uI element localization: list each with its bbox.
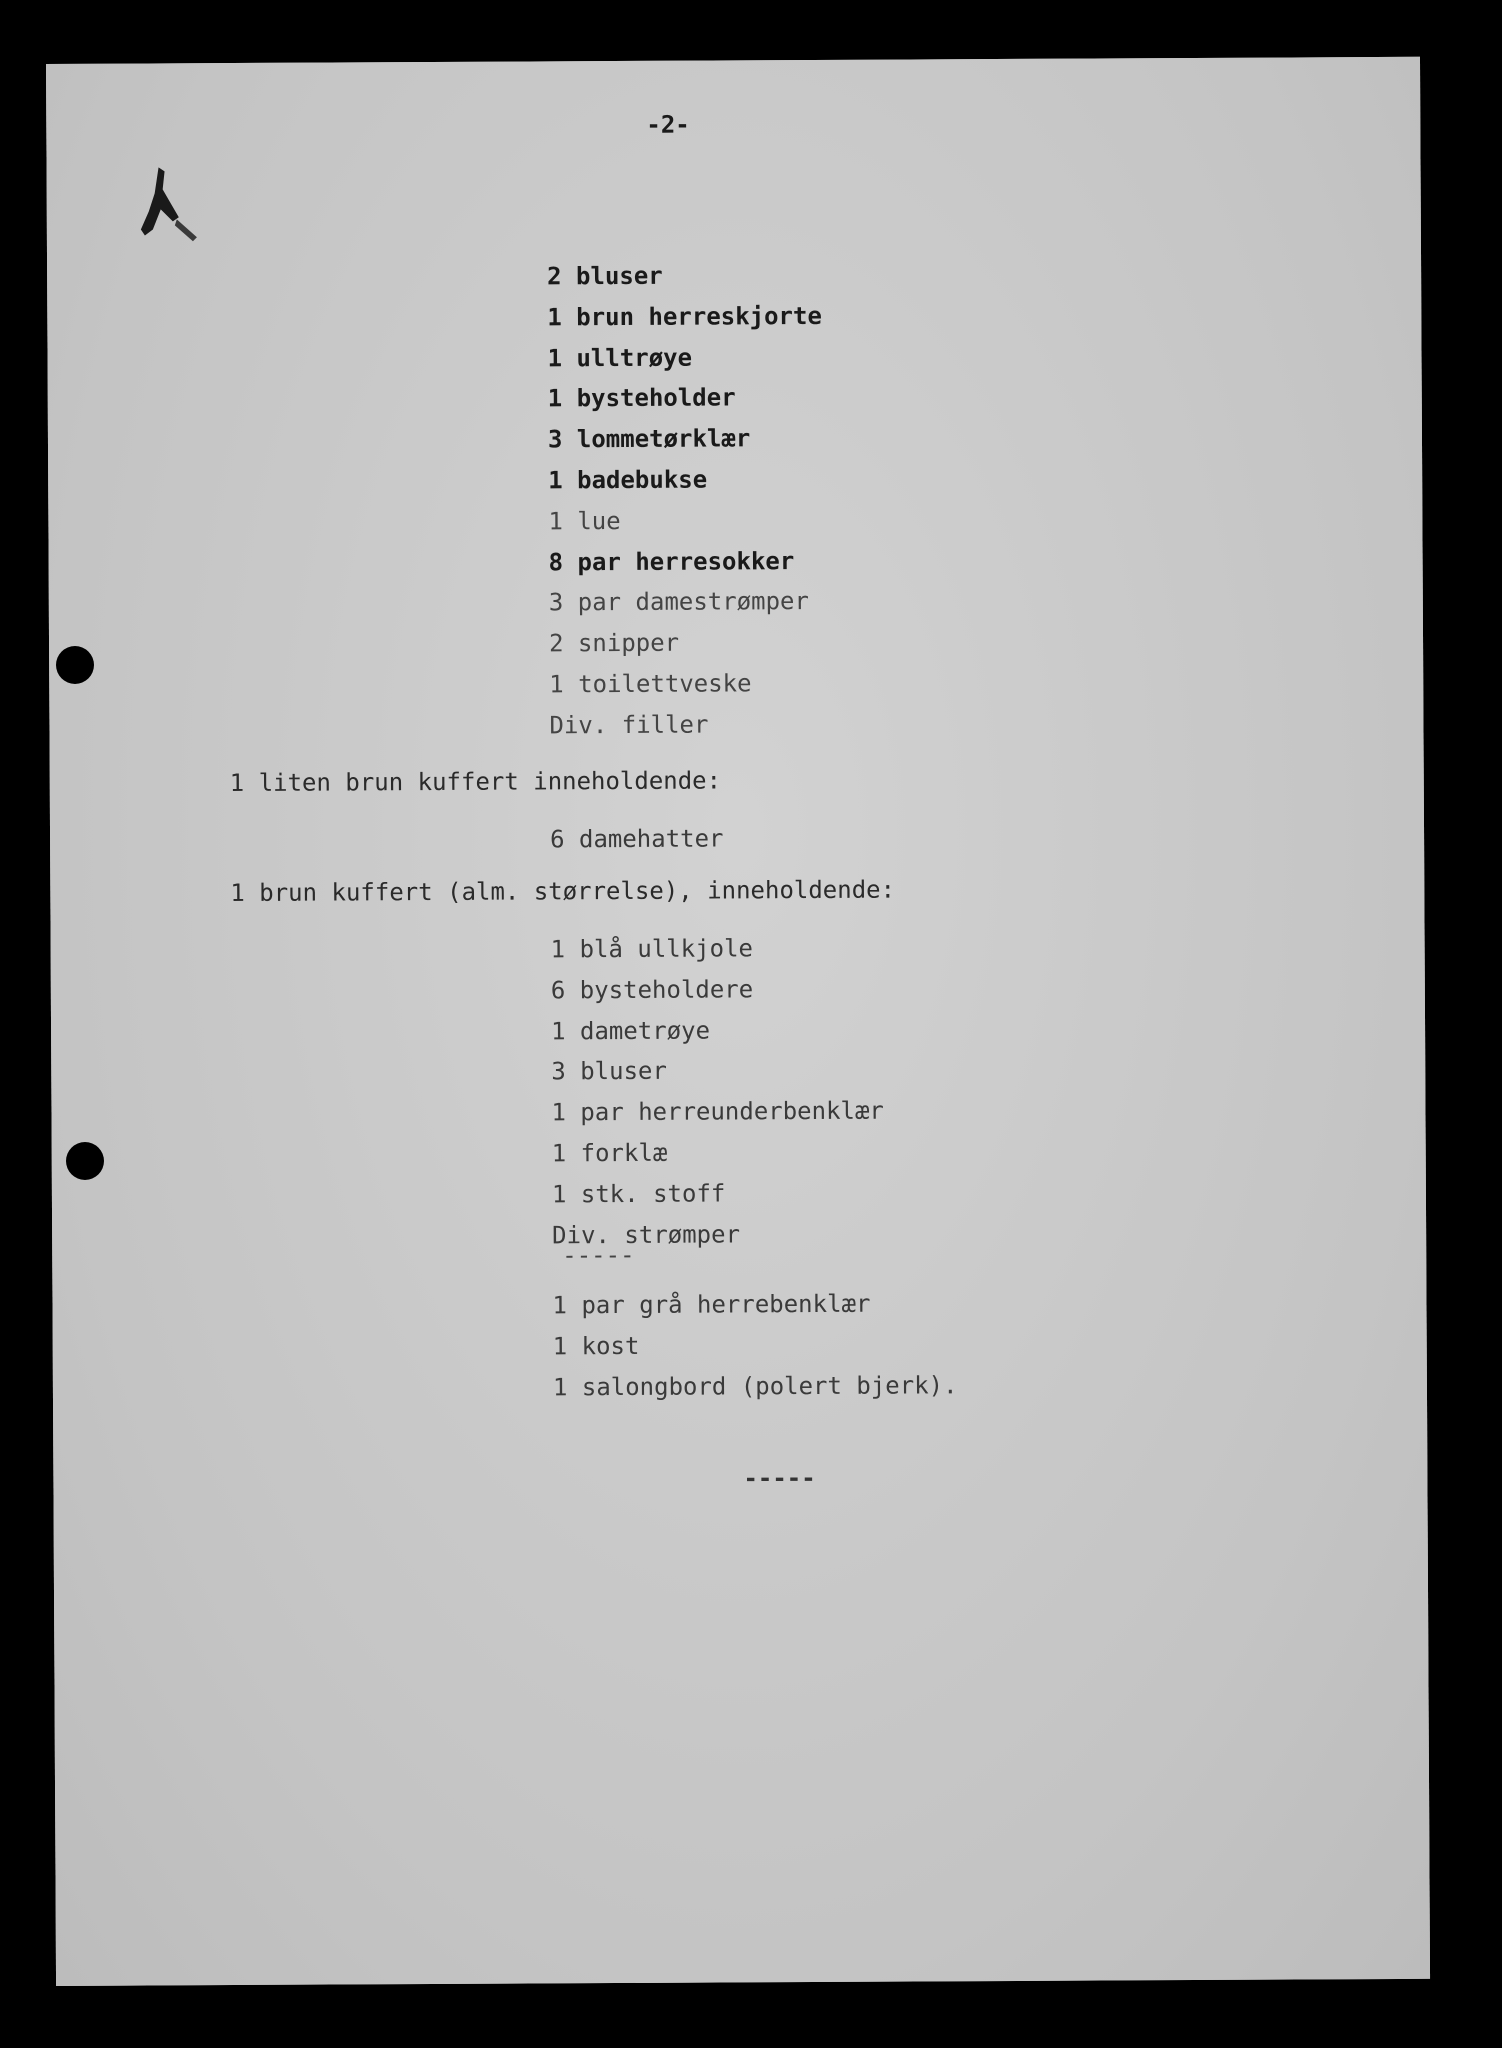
list-item: 1 ulltrøye	[547, 343, 693, 372]
list-item: 1 brun herreskjorte	[547, 301, 822, 332]
list-item: 1 toilettveske	[549, 669, 752, 699]
list-item: 2 snipper	[548, 628, 680, 658]
list-item: 2 bluser	[547, 261, 663, 291]
paper-sheet	[46, 57, 1430, 1986]
list-item: 1 stk. stoff	[551, 1179, 726, 1209]
punch-hole-icon	[66, 1142, 104, 1180]
list-item: 1 kost	[552, 1331, 640, 1361]
list-item: 3 par damestrømper	[548, 587, 809, 617]
page-number: -2-	[646, 110, 690, 139]
separator-line: -----	[562, 1240, 635, 1270]
end-separator: -----	[743, 1463, 816, 1493]
item-list-brown-suitcase	[551, 928, 885, 1256]
list-item: 1 salongbord (polert bjerk).	[552, 1370, 958, 1401]
item-list-main	[547, 255, 824, 746]
list-item: 1 lue	[548, 506, 621, 536]
list-item: 6 damehatter	[549, 824, 724, 854]
list-item: 8 par herresokker	[548, 546, 795, 576]
list-item: Div. strømper	[552, 1219, 741, 1249]
item-list-small-suitcase	[550, 818, 724, 860]
list-item: 6 bysteholdere	[550, 975, 754, 1005]
list-item: 3 bluser	[551, 1057, 667, 1086]
list-item: 1 blå ullkjole	[550, 934, 754, 964]
list-item: 1 par herreunderbenklær	[551, 1096, 884, 1127]
ink-mark-icon	[119, 159, 210, 259]
list-item: Div. filler	[549, 710, 709, 740]
list-item: 1 forklæ	[551, 1138, 668, 1168]
punch-hole-icon	[56, 646, 94, 684]
list-item: 1 par grå herrebenklær	[552, 1289, 871, 1320]
list-item: 1 dametrøye	[550, 1016, 711, 1045]
list-item: 1 badebukse	[548, 465, 708, 495]
section-heading-small-suitcase: 1 liten brun kuffert inneholdende:	[229, 766, 722, 798]
section-heading-brown-suitcase: 1 brun kuffert (alm. størrelse), inneholdende:	[230, 875, 896, 908]
list-item: 3 lommetørklær	[547, 424, 751, 454]
item-list-other	[552, 1283, 957, 1408]
list-item: 1 bysteholder	[547, 383, 736, 413]
